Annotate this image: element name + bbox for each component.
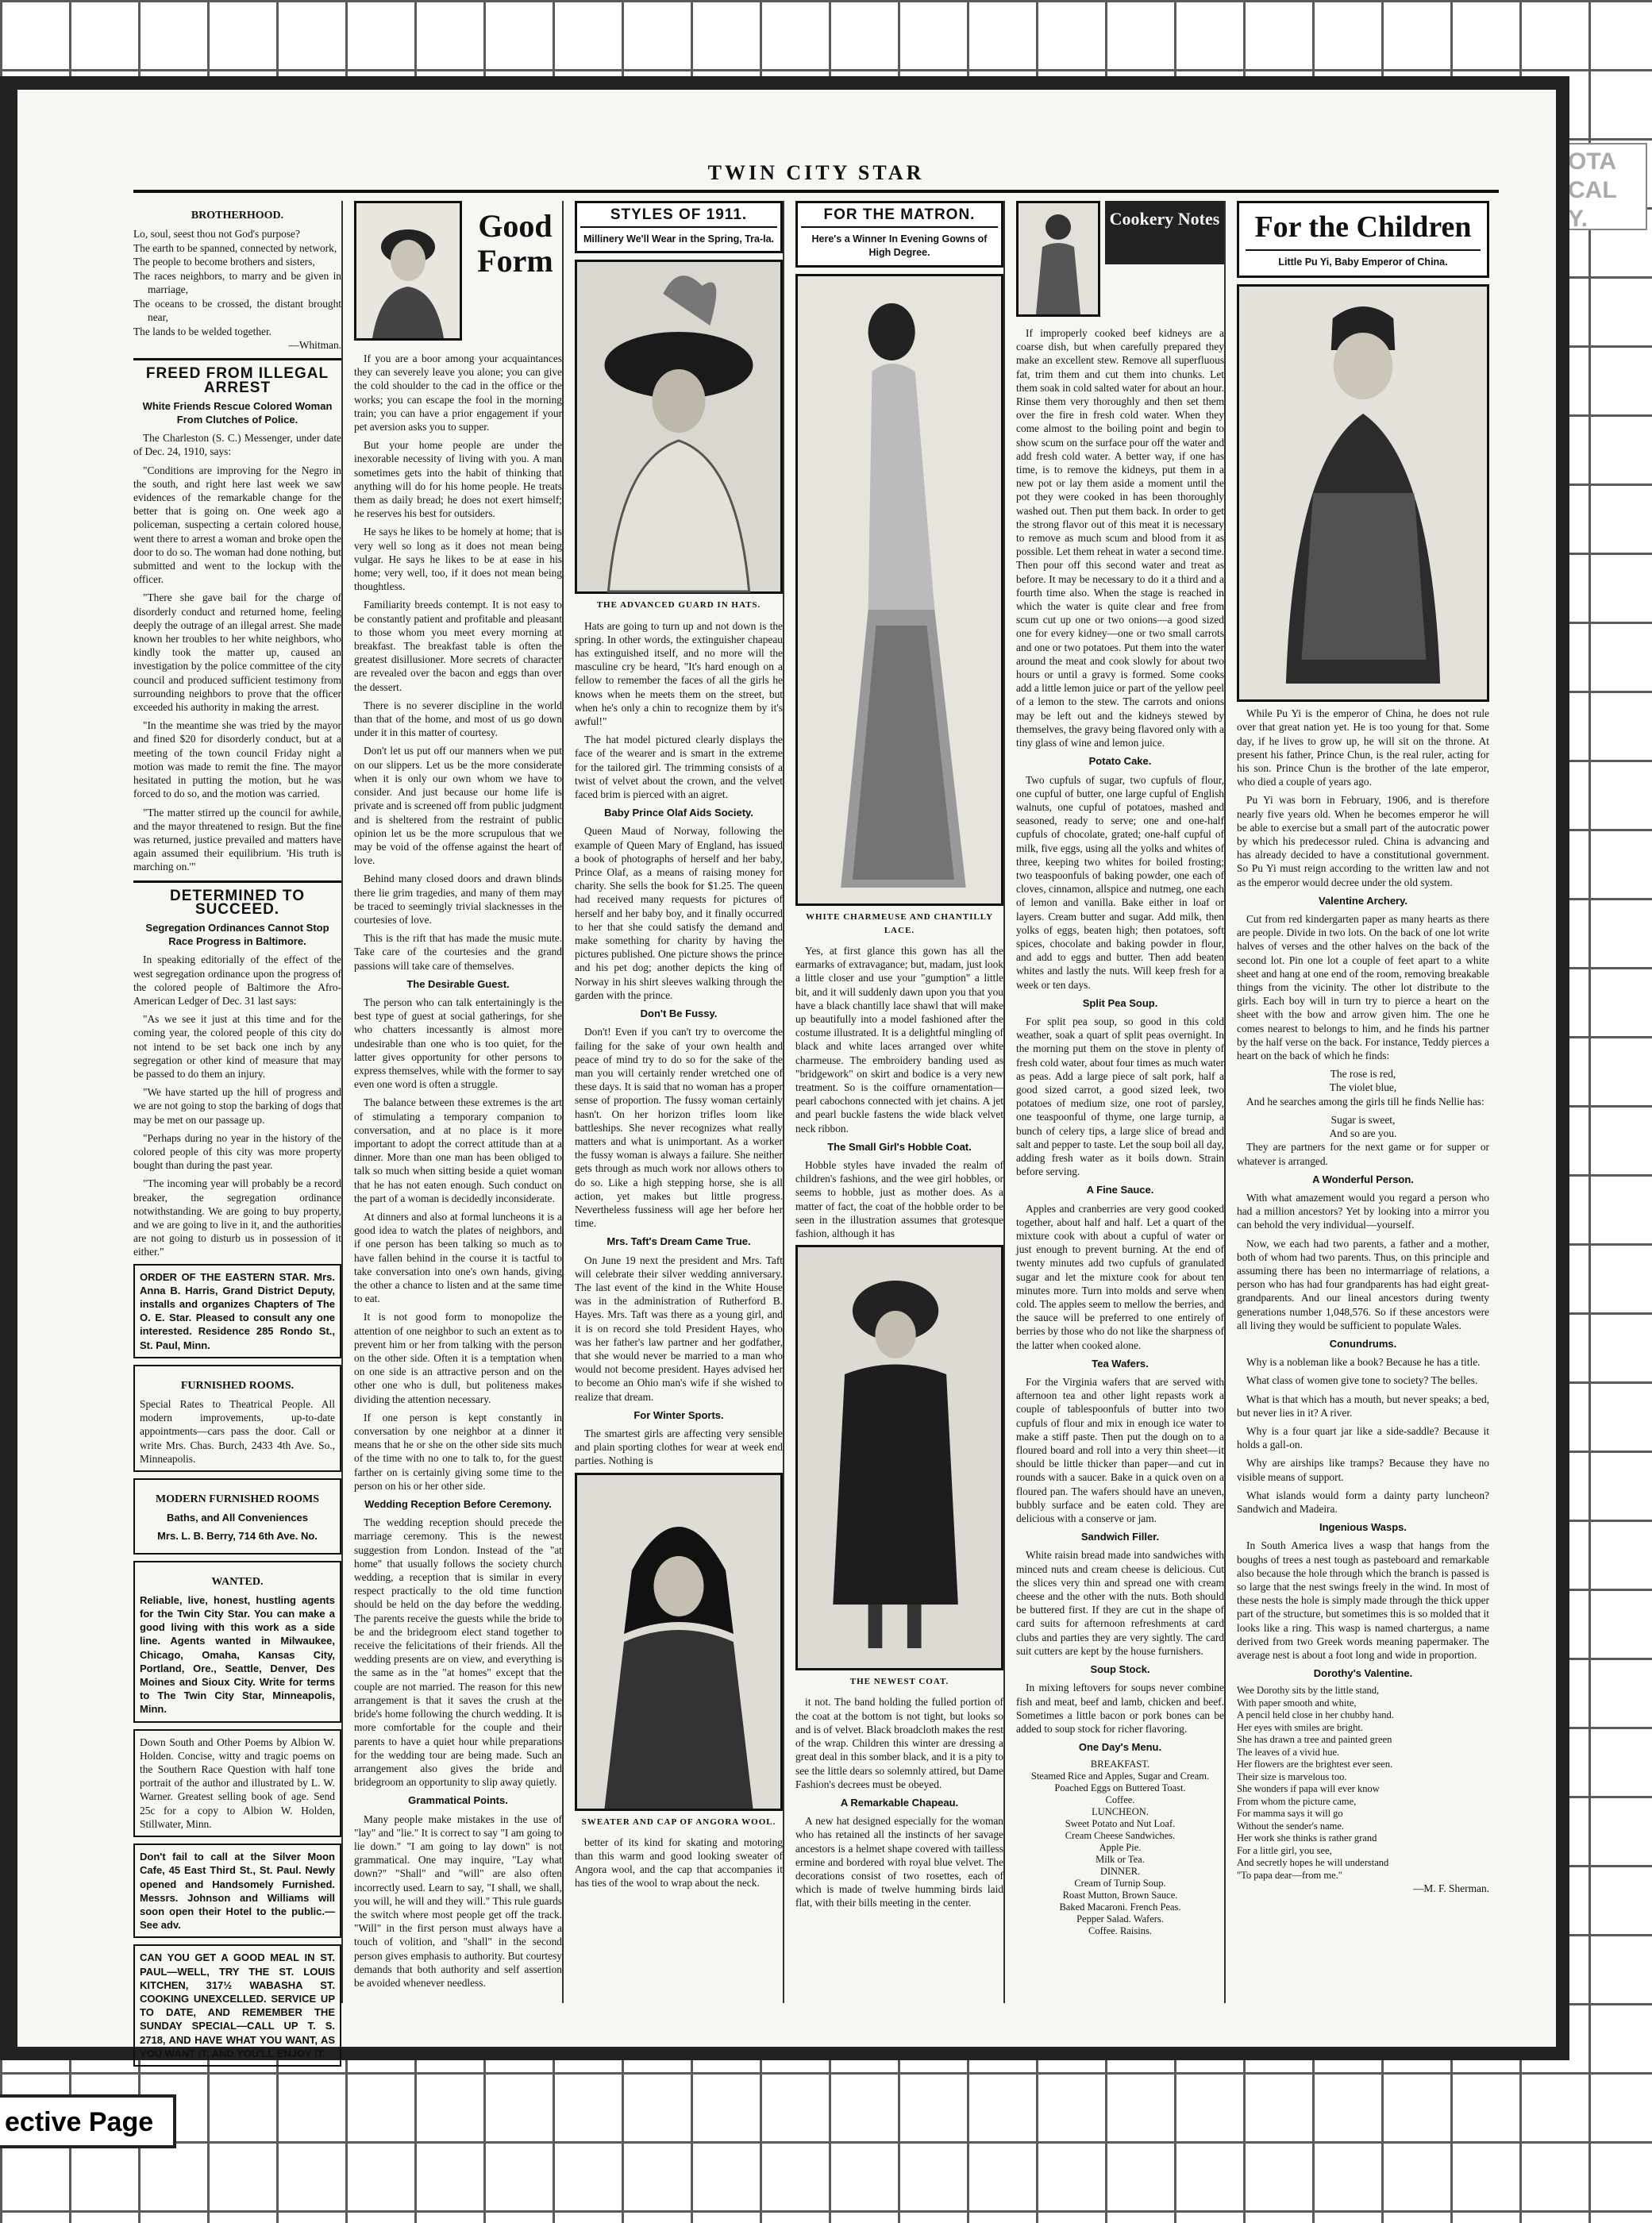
poem-line: Lo, soul, seest thou not God's purpose? <box>133 228 300 241</box>
poem-author: —Whitman. <box>288 339 341 352</box>
recipe-text: For split pea soup, so good in this cold weather, soak a quart of split peas overnight. In the morning put them on the stove in plenty of fresh cold water, about four times as much water as peas. Add a large piece of salt pork, half a good sized carrot, a good sized leek, two potatoes of medium size, one root of parsley, one teaspoonful of thyme, one large turnip, a bunch of celery tips, a large slice of bread and salt and pepper to taste. Let the soup boil all day, adding fresh water as it boils down. Strain before serving. <box>1016 1015 1224 1178</box>
recipe-heading: Potato Cake. <box>1088 755 1152 768</box>
photo-caption: THE NEWEST COAT. <box>849 1677 949 1687</box>
edge-fragment-line: OTA <box>1568 148 1617 175</box>
styles-header-box <box>575 201 783 253</box>
conundrum: Why is a nobleman like a book? Because he has a title. <box>1246 1356 1481 1369</box>
poem-line: She wonders if papa will ever know <box>1237 1783 1380 1795</box>
children-title: For the Children <box>1246 210 1481 251</box>
ad-cafe <box>133 1844 341 1938</box>
column-6 <box>1237 201 1489 2003</box>
menu-line: DINNER. <box>1099 1866 1141 1878</box>
hat-photo <box>575 260 783 594</box>
ad-text: Don't fail to call at the Silver Moon Cafe, 45 East Third St., St. Paul. Newly opened and Handsomely Furnished. Messrs. Johnson and Williams will soon open their Hotel to the public.—See adv. <box>140 1851 335 1932</box>
ad-eastern-star <box>133 1264 341 1358</box>
recipe-heading: Tea Wafers. <box>1092 1357 1149 1370</box>
article-paragraph: At dinners and also at formal luncheons it is a good idea to watch the plates of neighbors, and if one person has been talking so much as to have fallen behind in the course it is tactful to take conversation into one's own hands, giving the other a chance to listen and at the same time to eat. <box>354 1210 562 1305</box>
ad-address: Mrs. L. B. Berry, 714 6th Ave. No. <box>157 1530 318 1543</box>
ad-text: Baths, and All Conveniences <box>167 1512 308 1524</box>
children-header-box <box>1237 201 1489 278</box>
poem-line: Her flowers are the brightest ever seen. <box>1237 1759 1393 1770</box>
recipe-heading: Soup Stock. <box>1090 1663 1150 1676</box>
section-subtitle: Here's a Winner In Evening Gowns of High Degree. <box>811 233 988 259</box>
verse-two <box>1237 1113 1489 1140</box>
photo-caption: THE ADVANCED GUARD IN HATS. <box>596 600 761 611</box>
photo-caption: SWEATER AND CAP OF ANGORA WOOL. <box>581 1817 776 1827</box>
article-paragraph: "The matter stirred up the council for awhile, and the mayor threatened to resign. But the fine was returned, justice prevailed and matters have again assumed their equilibrium. 'His truth is marching on.'" <box>133 806 341 873</box>
poem-line: Without the sender's name. <box>1237 1820 1345 1832</box>
poem-brotherhood <box>133 227 341 338</box>
recipe-text: Two cupfuls of sugar, two cupfuls of flour, one cupful of butter, one large cupful of English walnuts, one cupful of potatoes, mashed and seasoned, ready to serve; one and one-half cupfuls of chocolate, grated; one-half cupful of milk, five eggs, using all the yolks and whites of three, keeping two whites for boiled frosting; two teaspoonfuls of baking powder, one each of cloves, cinnamon, allspice and nutmeg, one each of lemon and vanilla. Bake either in loaf or layers. Cream butter and sugar. Add milk, then yolks of eggs, beaten high; then potatoes, soft spices, chocolate and baking powder in flour, and add to eggs and butter. Then add beaten whites and lastly the nuts. Will keep fresh for a week or ten days. <box>1016 773 1224 991</box>
article-paragraph: If improperly cooked beef kidneys are a coarse dish, but when carefully prepared they make an excellent stew. Remove all superfluous fat, trim them and cut them into chunks. Let them soak in cold salted water for about an hour. Rinse them very thoroughly and then set them over the fire in fresh cold water. When they come almost to the boiling point and begin to show scum on the surface pour off the water and add fresh cold water. A better way, if one has time, is to remove the kidneys, put them in a new pot or lay them aside a moment until the pot they were cooked in has been thoroughly washed out. Then put them back. In order to get the strong flavor out of this meat it is necessary to remove as much scum and blood from it as possible. Let them reheat in water a second time. Then pour off this second water and treat as before. It may be necessary to do it a third and a fourth time also. When the stage is reached in which the water is quite clear and free from scum cut up one or two onions—a good sized one for every kidney—one or two small carrots and one or two potatoes. Put them into the water around the meat and cook slowly for about two hours or until a gravy is formed. Some cooks add a little lemon juice or part of the yellow peel of a lemon to the stew. The carrots and onions may be left out and the kidneys stewed by themselves, the gravy being flavored only with a tiny glass of wine and lemon juice. <box>1016 327 1224 749</box>
subheadline: Segregation Ordinances Cannot Stop Race Progress in Baltimore. <box>145 921 329 948</box>
binding-spine <box>0 90 17 2047</box>
recipe-heading: A Fine Sauce. <box>1086 1184 1154 1196</box>
section-heading: The Desirable Guest. <box>406 977 510 990</box>
poem-line: The earth to be spanned, connected by network, <box>133 241 337 254</box>
section-heading: Mrs. Taft's Dream Came True. <box>607 1235 751 1248</box>
coat-illustration <box>798 1247 1001 1668</box>
ad-text: ORDER OF THE EASTERN STAR. Mrs. Anna B. Harris, Grand District Deputy, installs and organizes Chapters of The O. E. Star. Pleased to consult any one interested. Residence 285 Rondo St., St. Paul, Minn. <box>140 1270 335 1351</box>
poem-line: Her work she thinks is rather grand <box>1237 1832 1377 1844</box>
poem-line: For a little girl, you see, <box>1237 1844 1332 1856</box>
article-paragraph: He says he likes to be homely at home; that is very well so long as it does not mean being vulgar. He says he likes to be at ease in his home; very well, too, if it does not mean being thoughtless. <box>354 526 562 593</box>
recipe-text: White raisin bread made into sandwiches with minced nuts and cream cheese is delicious. Cut the slices very thin and spread one with cream cheese and the other with the nuts. Both should be buttered first. If they are cut in the shape of card suits for afternoon refreshments at card clubs and parties they are very sightly. The card suit cutters are kept by the house furnishers. <box>1016 1549 1224 1657</box>
poem-line: She has drawn a tree and painted green <box>1237 1734 1392 1746</box>
article-paragraph: If one person is kept constantly in conversation by one neighbor at a dinner it means that he or she on the other side sits much of the time with no one to talk to, for the guest farther on is certainly giving some time to the person on his or her other side. <box>354 1411 562 1492</box>
ad-furnished-rooms <box>133 1365 341 1472</box>
article-paragraph: But your home people are under the inexorable necessity of living with you. A man sometimes gets into the habit of thinking that anything will do for his home people. He treats them as daily bread; he does not exert himself; he reserves his best for outsiders. <box>354 439 562 520</box>
article-paragraph: This is the rift that has made the music mute. Take care of the courtesies and the grand passions will take care of themselves. <box>354 932 562 972</box>
menu-line: Poached Eggs on Buttered Toast. <box>1054 1782 1186 1794</box>
poem-line: The leaves of a vivid hue. <box>1237 1746 1340 1758</box>
portrait-illustration <box>356 203 460 338</box>
article-paragraph: Don't! Even if you can't try to overcome the failing for the sake of your own health and peace of mind try to do so for the sake of the man you will certainly render wretched one of these days. It is said that no woman has a proper sense of proportion. The fussy woman certainly hasn't. On her horizon trifles loom like battleships. She never recognizes what really matters and what is unimportant. As a worker the fussy woman is always a failure. She neither gets through as much work nor allows others to do so. Like a high stepping horse, she is all action, yet makes but little progress. Nevertheless fussiness will age her before her time. <box>575 1026 783 1230</box>
good-form-title: Good Form <box>477 208 553 279</box>
poem-line: "To papa dear—from me." <box>1237 1869 1342 1881</box>
article-paragraph: There is no severer discipline in the world than that of the home, and most of us go down under it in this matter of courtesy. <box>354 699 562 739</box>
coat-photo <box>795 1245 1003 1670</box>
section-heading: The Small Girl's Hobble Coat. <box>827 1140 972 1153</box>
headline: DETERMINED TO SUCCEED. <box>170 887 305 918</box>
gown-illustration <box>798 276 1001 903</box>
menu-line: Apple Pie. <box>1099 1842 1142 1854</box>
verse-one <box>1237 1067 1489 1094</box>
good-form-header <box>354 201 562 345</box>
poem-line: The lands to be welded together. <box>133 325 272 337</box>
section-heading: Don't Be Fussy. <box>640 1007 718 1020</box>
photo-caption: WHITE CHARMEUSE AND CHANTILLY LACE. <box>805 911 994 935</box>
cookery-title: Cookery Notes <box>1105 201 1224 264</box>
children-subtitle: Little Pu Yi, Baby Emperor of China. <box>1278 256 1448 268</box>
article-paragraph: Yes, at first glance this gown has all the earmarks of extravagance; but, madam, just look a little closer and use your "gumption" a little bit, and it will suddenly dawn upon you that you have a black chantilly lace shawl that will make up beautifully into a model fashioned after the costume illustrated. It is a delightful mingling of black and white laces arranged over white charmeuse. The embroidery banding used as "bridgework" on skirt and bodice is a very new treatment. So is the coiffure ornamentation—pearl cabochons connected with jet chains. A jet and pearl buckle fastens the wide black velvet neck ribbon. <box>795 945 1003 1135</box>
article-paragraph: And he searches among the girls till he finds Nellie has: <box>1246 1095 1484 1108</box>
cook-figure <box>1019 203 1098 314</box>
article-paragraph: "In the meantime she was tried by the mayor and fined $20 for disorderly conduct, but at a meeting of the town council Friday night a motion was made to remit the fine. The mayor hesitated in putting the motion, but he was forced to do so, and the motion was carried. <box>133 719 341 800</box>
article-paragraph: If you are a boor among your acquaintances they can severely leave you alone; you can give the cold shoulder to the cad in the office or the works; you can escape the fool in the morning train; you can have a prior engagement if your pet aversion asks you to supper. <box>354 353 562 433</box>
verse-line: The rose is red, <box>1330 1068 1396 1081</box>
ad-text: Down South and Other Poems by Albion W. Holden. Concise, witty and tragic poems on the Southern Race Question with half tone portrait of the author and illustrated by L. W. Warner. Greatest selling book of age. Send 25c for a copy to Albion W. Holden, Stillwater, Minn. <box>140 1736 335 1830</box>
gown-photo <box>795 274 1003 906</box>
divider <box>133 358 341 360</box>
article-paragraph: The person who can talk entertainingly is the best type of guest at social gatherings, for she who chatters incessantly is almost more undesirable than one who is too quiet, for the latter gives opportunity for other persons to express themselves, while with the former to say even one word is often a struggle. <box>354 996 562 1091</box>
article-paragraph: The smartest girls are affecting very sensible and plain sporting clothes for wear at week end parties. Nothing is <box>575 1427 783 1467</box>
article-paragraph: "As we see it just at this time and for the coming year, the colored people of this city do not intend to be set back one inch by any segregation or other kind of measure that may be passed to do them an injury. <box>133 1013 341 1080</box>
menu-line: Baked Macaroni. French Peas. <box>1059 1901 1181 1913</box>
section-heading: Grammatical Points. <box>408 1794 508 1807</box>
poem-line: A pencil held close in her chubby hand. <box>1237 1709 1394 1721</box>
poem-title: BROTHERHOOD. <box>191 210 284 222</box>
adjacent-page-fragment <box>1560 143 1647 230</box>
verse-line: Sugar is sweet, <box>1330 1113 1396 1126</box>
section-title: FOR THE MATRON. <box>801 208 998 228</box>
section-heading: Dorothy's Valentine. <box>1313 1667 1413 1680</box>
edge-fragment-line: Y. <box>1568 206 1588 232</box>
ad-modern-rooms <box>133 1478 341 1555</box>
conundrum: What class of women give tone to society? The belles. <box>1246 1374 1478 1387</box>
ad-title: MODERN FURNISHED ROOMS <box>155 1493 320 1506</box>
poem-line: Wee Dorothy sits by the little stand, <box>1237 1685 1380 1697</box>
ad-wanted <box>133 1561 341 1723</box>
section-title: STYLES OF 1911. <box>580 208 777 228</box>
section-heading: For Winter Sports. <box>633 1408 724 1421</box>
poem-valentine <box>1237 1685 1489 1882</box>
menu-line: Milk or Tea. <box>1096 1854 1145 1866</box>
article-paragraph: Now, we each had two parents, a father and a mother, both of whom had two parents. Thus, on this principle and assuming there has been no intermarriage of relations, a person who has had four grandparents has had eight great-grandparents. And our lineal ancestors during twenty generations number 1,048,576. So if these ancestors were all living they would be sufficient to populate Wales. <box>1237 1237 1489 1331</box>
section-heading: A Wonderful Person. <box>1312 1173 1414 1185</box>
recipe-heading: Sandwich Filler. <box>1080 1531 1160 1543</box>
section-heading: Conundrums. <box>1329 1337 1397 1350</box>
ad-title: WANTED. <box>211 1575 264 1588</box>
sweater-illustration <box>577 1475 780 1809</box>
ad-text: Special Rates to Theatrical People. All modern improvements, up-to-date appointments—cars pass the door. Call or write Mrs. Chas. Burch, 2433 4th Ave. So., Minneapolis. <box>140 1398 335 1465</box>
section-heading: A Remarkable Chapeau. <box>840 1796 959 1809</box>
poem-line: Their size is marvelous too. <box>1237 1770 1347 1782</box>
article-paragraph: The Charleston (S. C.) Messenger, under date of Dec. 24, 1910, says: <box>133 432 341 458</box>
article-paragraph: The balance between these extremes is the art of stimulating a temporary companion to conversation, and at no place is it more important to adopt the correct attitude than at a dinner. More than one man has been obliged to talk so much when sitting beside a quiet woman that he has not eaten enough. Such conduct on the part of a woman is decidedly inconsiderate. <box>354 1096 562 1204</box>
article-paragraph: better of its kind for skating and motoring than this warm and good looking sweater of Angora wool, and the cap that accompanies it has ties of the wool to wrap about the neck. <box>575 1836 783 1890</box>
recipe-text: In mixing leftovers for soups never combine fish and meat, beef and lamb, chicken and beef. Sometimes a little bacon or pork bones can be added to soup stock for richer flavoring. <box>1016 1682 1224 1735</box>
article-paragraph: It is not good form to monopolize the attention of one neighbor to such an extent as to prevent him or her from talking with the person on the other side. Often it is a temptation when on one side is an attractive person and on the other one who is dull, but politeness makes dividing the attention necessary. <box>354 1311 562 1405</box>
pu-yi-photo <box>1237 284 1489 702</box>
article-paragraph: In South America lives a wasp that hangs from the boughs of trees a nest tough as pasteboard and remarkable also because the hole through which the branch is passed is so large that the nest swings freely in the wind. In most of these nests the hole is simply made through the thick upper part of the structure, but sometimes this is so molded that it looks like a ring. This wasp is named chartergus, a name derived from two Greek words meaning papermaker. The average nest is about a foot long and wide in proportion. <box>1237 1539 1489 1661</box>
recipe-heading: Split Pea Soup. <box>1082 996 1158 1009</box>
newspaper-page <box>133 161 1499 2059</box>
portrait-photo <box>354 201 462 341</box>
poem-line: Her eyes with smiles are bright. <box>1237 1721 1363 1733</box>
menu-line: Roast Mutton, Brown Sauce. <box>1062 1890 1178 1901</box>
section-heading: Wedding Reception Before Ceremony. <box>364 1498 552 1511</box>
article-paragraph: "We have started up the hill of progress and we are not going to stop the barking of dogs that may be met on our passage up. <box>133 1086 341 1126</box>
article-paragraph: Behind many closed doors and drawn blinds there lie grim tragedies, and many of them may be traced to seemingly trivial slacknesses in the courtesies of love. <box>354 873 562 926</box>
ad-meal <box>133 1944 341 2067</box>
article-paragraph: Pu Yi was born in February, 1906, and is therefore nearly five years old. When he becomes emperor he will be able to exercise but a small part of the autocratic power by which his predecessor ruled. China is advancing and has already decided to have a constitutional government. So Pu Yi must reign according to the written law and not as the emperor would decree under the old system. <box>1237 794 1489 888</box>
cookery-header <box>1016 201 1224 322</box>
article-paragraph: On June 19 next the president and Mrs. Taft will celebrate their silver wedding anniversary. The last event of the kind in the White House was in the administration of Rutherford B. Hayes. Mrs. Taft was there as a young girl, and it is on record she told President Hayes, who was her father's law partner and her godfather, that she would never be married to a man who would not become president. Hayes advised her to become an Ohio man's wife if she wished to realize that dream. <box>575 1254 783 1403</box>
menu-line: Cream of Turnip Soup. <box>1074 1878 1166 1890</box>
menu-list <box>1016 1759 1224 1937</box>
edge-fragment-line: CAL <box>1568 177 1617 203</box>
section-heading: Ingenious Wasps. <box>1319 1521 1407 1534</box>
poem-line: The races neighbors, to marry and be given in marriage, <box>133 269 341 296</box>
menu-heading: One Day's Menu. <box>1078 1741 1162 1754</box>
recipe-text: Apples and cranberries are very good cooked together, about half and half. Let a quart of the mixture cook with about a cupful of water or just enough to prevent burning. At the end of twenty minutes add two cupfuls of granulated sugar and let the mixture cook for about ten minutes more. Turn into molds and serve when cold. The apples seem to mellow the berries, and the sauce will be preferred to one entirely of berries by those who do not like the sharpness of the latter when cooked alone. <box>1016 1202 1224 1351</box>
menu-line: Cream Cheese Sandwiches. <box>1065 1830 1176 1842</box>
menu-line: Pepper Salad. Wafers. <box>1076 1913 1164 1925</box>
menu-line: LUNCHEON. <box>1092 1806 1149 1818</box>
ad-text: Reliable, live, honest, hustling agents for the Twin City Star. You can make a good living with this work as a side line. Agents wanted in Milwaukee, Chicago, Omaha, Kansas City, Portland, Ore., Seattle, Denver, Des Moines and Sioux City. Write for terms to The Twin City Star, Minneapolis, Minn. <box>140 1593 335 1716</box>
cook-illustration <box>1016 201 1100 317</box>
subheadline: White Friends Rescue Colored Woman From Clutches of Police. <box>142 399 333 426</box>
menu-line: Steamed Rice and Apples, Sugar and Cream. <box>1030 1770 1210 1782</box>
article-paragraph: Many people make mistakes in the use of "lay" and "lie." It is correct to say "I am going to lie down." "I am going to lay down" is not grammatical. One may inquire, "Lay what down?" "Shall" and "will" are also often incorrectly used. Learn to say, "I shall, we shall, you will, he will and they will." This rule guards the switch where most people get off the track. "Will" in the first person must always have a touch of volition, and "shall" in the second person gives emphasis to authority. But courtesy demands that both authority and self assertion be avoided whenever needless. <box>354 1813 562 1989</box>
menu-line: Coffee. <box>1105 1794 1135 1806</box>
article-paragraph: With what amazement would you regard a person who had a million ancestors? Yet by looking into a mirror you can behold the very individual—yourself. <box>1237 1191 1489 1231</box>
poem-line: The oceans to be crossed, the distant brought near, <box>133 297 341 324</box>
ad-title: FURNISHED ROOMS. <box>180 1379 295 1392</box>
article-paragraph: "Conditions are improving for the Negro in the south, and right here last week we saw evidences of the remarkable change for the better that is going on. One week ago a policeman, suspecting a certain colored house, went there to arrest a woman and broke open the door to do so. The woman had done nothing, but submitted and went to the lockup with the officer. <box>133 464 341 586</box>
article-paragraph: The hat model pictured clearly displays the face of the wearer and is smart in the extreme for the tailored girl. The trimming consists of a twist of velvet about the crown, and the velvet faced brim is pierced with an aigret. <box>575 734 783 801</box>
menu-line: Sweet Potato and Nut Loaf. <box>1065 1818 1176 1830</box>
verse-line: The violet blue, <box>1329 1081 1397 1094</box>
ad-book <box>133 1729 341 1837</box>
matron-header-box <box>795 201 1003 268</box>
conundrum: Why is a four quart jar like a side-saddle? Because it holds a gall-on. <box>1237 1424 1489 1451</box>
article-paragraph: They are partners for the next game or for supper or whatever is arranged. <box>1237 1141 1489 1167</box>
sweater-photo <box>575 1473 783 1811</box>
article-paragraph: "There she gave bail for the charge of disorderly conduct and returned home, feeling deeply the outrage of an illegal arrest. She made known her troubles to her white neighbors, who kindly took the matter up, caused an investigation by the police committee of the city council and produced sufficient testimony from surrounding neighbors to prove that the officer exceeded his authority in making the arrest. <box>133 591 341 714</box>
article-paragraph: Hobble styles have invaded the realm of children's fashions, and the wee girl hobbles, or seems to hobble, just as mother does. As a matter of fact, the coat of the hobble order to be seen in the illustration assumes that grotesque fashion, although it has <box>795 1159 1003 1240</box>
section-subtitle: Millinery We'll Wear in the Spring, Tra-la. <box>583 233 775 245</box>
conundrum: What is that which has a mouth, but never speaks; a bed, but never lies in it? A river. <box>1237 1393 1489 1419</box>
column-1 <box>133 201 343 2059</box>
column-5 <box>1016 201 1226 2003</box>
recipe-text: For the Virginia wafers that are served with afternoon tea and other light repasts work a couple of tablespoonfuls of butter into two cupfuls of flour and mix in enough ice water to make a stiff paste. Then put the dough on to a floured board and roll into a very thin sheet—it should be little thicker than paper—and cut in rounds with a saucer. Bake in a quick oven on a floured pan. The wafers should have an uneven, bubbly surface and be eaten cold. They are delicious with a conserve or jam. <box>1016 1376 1224 1525</box>
ad-text: CAN YOU GET A GOOD MEAL IN ST. PAUL—WELL, TRY THE ST. LOUIS KITCHEN, 317½ WABASHA ST. COOKING UNEXCELLED. SERVICE UP TO DATE, AND REMEMBER THE SUNDAY SPECIAL—CALL UP T. S. 2718, AND HAVE WHAT YOU WANT, AS YOU WANT IT, AND YOU'LL ENJOY IT. <box>140 1951 335 2059</box>
poem-line: The people to become brothers and sisters, <box>133 256 315 268</box>
poem-line: From whom the picture came, <box>1237 1795 1357 1807</box>
poem-line: And secretly hopes he will understand <box>1237 1857 1389 1869</box>
poem-author: —M. F. Sherman. <box>1412 1882 1489 1895</box>
article-paragraph: Queen Maud of Norway, following the example of Queen Mary of England, has issued a book of photographs of herself and her baby, Prince Olaf, as a means of raising money for charity. She sells the book for $1.25. The queen had received many requests for pictures of herself and her baby boy, and it finally occurred to her that she could satisfy the demand and make something for charity by having the pictures published. One picture shows the prince and his pet dog; another depicts the king of Norway in his shirt sleeves walking through the garden with the prince. <box>575 825 783 1001</box>
hat-illustration <box>577 262 780 591</box>
poem-line: With paper smooth and white, <box>1237 1697 1357 1709</box>
column-3 <box>575 201 784 2003</box>
article-paragraph: Cut from red kindergarten paper as many hearts as there are people. Divide in two lots. On the back of one lot write halves of verses and the other halves on the back of the second lot. Pin one lot a couple of feet apart to a white sheet and hang at one end of the room, removing breakable things from the vicinity. The other lot distribute to the girls. Each boy will in turn try to pierce a heart on the sheet with the bow and arrow given him. The one he comes nearest to belongs to him, and he finds his partner by the half verse on the back. For instance, Teddy pierces a heart on the back of which he finds: <box>1237 913 1489 1062</box>
page-label-tab: ective Page <box>0 2094 176 2148</box>
article-paragraph: While Pu Yi is the emperor of China, he does not rule over that great nation yet. He is too young for that. Some day, if he lives to grow up, he will sit on the throne. At present his father, Prince Chun, is the real ruler, acting for his son. Prince Chun is the brother of the late emperor, who died a couple of years ago. <box>1237 707 1489 788</box>
section-heading: Valentine Archery. <box>1319 894 1407 907</box>
article-paragraph: A new hat designed especially for the woman who has retained all the instincts of her savage ancestors is a helmet shape covered with tailless ermine and bordered with royal blue velvet. The decorations consist of two rosettes, each of which is made of twelve humming birds laid flat, with their bills meeting in the center. <box>795 1815 1003 1909</box>
column-2 <box>354 201 564 2003</box>
article-paragraph: In speaking editorially of the effect of the west segregation ordinance upon the progress of the colored people of Baltimore the Afro-American Ledger of Dec. 31 last says: <box>133 954 341 1007</box>
conundrum: What islands would form a dainty party luncheon? Sandwich and Madeira. <box>1237 1489 1489 1515</box>
headline: FREED FROM ILLEGAL ARREST <box>145 365 329 396</box>
article-paragraph: Don't let us put off our manners when we put on our slippers. Let us be the more considerate when it is only our own whom we have to consider. And just because our home life is private and is screened off from public judgment and is sheltered from the restraint of public opinion let us be the more scrupulous that we may be void of the offense against the heart of love. <box>354 745 562 867</box>
menu-line: BREAKFAST. <box>1090 1759 1150 1770</box>
article-paragraph: it not. The band holding the fulled portion of the coat at the bottom is not tight, but looks so and is of velvet. Black broadcloth makes the rest of the wrap. Children this winter are dressing a great deal in this somber black, and it is a pity to see the little dears so solemnly attired, but Dame Fashion's decrees must be obeyed. <box>795 1696 1003 1790</box>
article-paragraph: "The incoming year will probably be a record breaker, the segregation ordinance notwithstanding. We are going to buy property, and we are going to live in it, and the authorities are not going to disturb us in possession of it either." <box>133 1177 341 1258</box>
verse-line: And so are you. <box>1329 1127 1397 1140</box>
column-4 <box>795 201 1005 2003</box>
article-paragraph: Familiarity breeds contempt. It is not easy to be constantly patient and profitable and pleasant to those whom you meet every morning at breakfast. The breakfast table is often the greatest disillusioner. More secrets of character are revealed over the bacon and eggs than over the dessert. <box>354 599 562 693</box>
masthead: TWIN CITY STAR <box>133 161 1499 193</box>
article-paragraph: Hats are going to turn up and not down is the spring. In other words, the extinguisher chapeau has extinguished itself, and no more will the masculine cry be heard, "It's hard enough on a fellow to remember the faces of all the girls he knows when he meets them on the street, but when he's only a chin to recognize them by it's awful!" <box>575 619 783 728</box>
menu-line: Coffee. Raisins. <box>1088 1925 1152 1937</box>
divider <box>133 880 341 883</box>
section-heading: Baby Prince Olaf Aids Society. <box>604 807 753 819</box>
article-paragraph: "Perhaps during no year in the history of the colored people of this city was more property bought than during the past year. <box>133 1131 341 1172</box>
pu-yi-illustration <box>1239 287 1487 699</box>
conundrum: Why are airships like tramps? Because they have no visible means of support. <box>1237 1457 1489 1483</box>
newspaper-sheet <box>0 87 1558 2059</box>
poem-line: For mamma says it will go <box>1237 1808 1343 1820</box>
article-paragraph: The wedding reception should precede the marriage ceremony. This is the newest suggestion from London. Instead of the "at home" that usually follows the society church wedding, a reception that is similar in every respect practically to the old time function should be held on the day before the wedding. The parents receive the guests while the bride to be and the bridegroom elect stand together to receive the felicitations of their friends. All the wedding presents are on view, and everything is the same as in the "at homes" except that the couple are not married. The reason for this new arrangement is that it saves the crush at the bride's home following the church wedding. It is more comfortable for the couple and their parents to have a quiet hour while preparations for the wedding tour are being made. Such an arrangement also gives the bride and bridegroom an opportunity to slip away quietly. <box>354 1516 562 1789</box>
